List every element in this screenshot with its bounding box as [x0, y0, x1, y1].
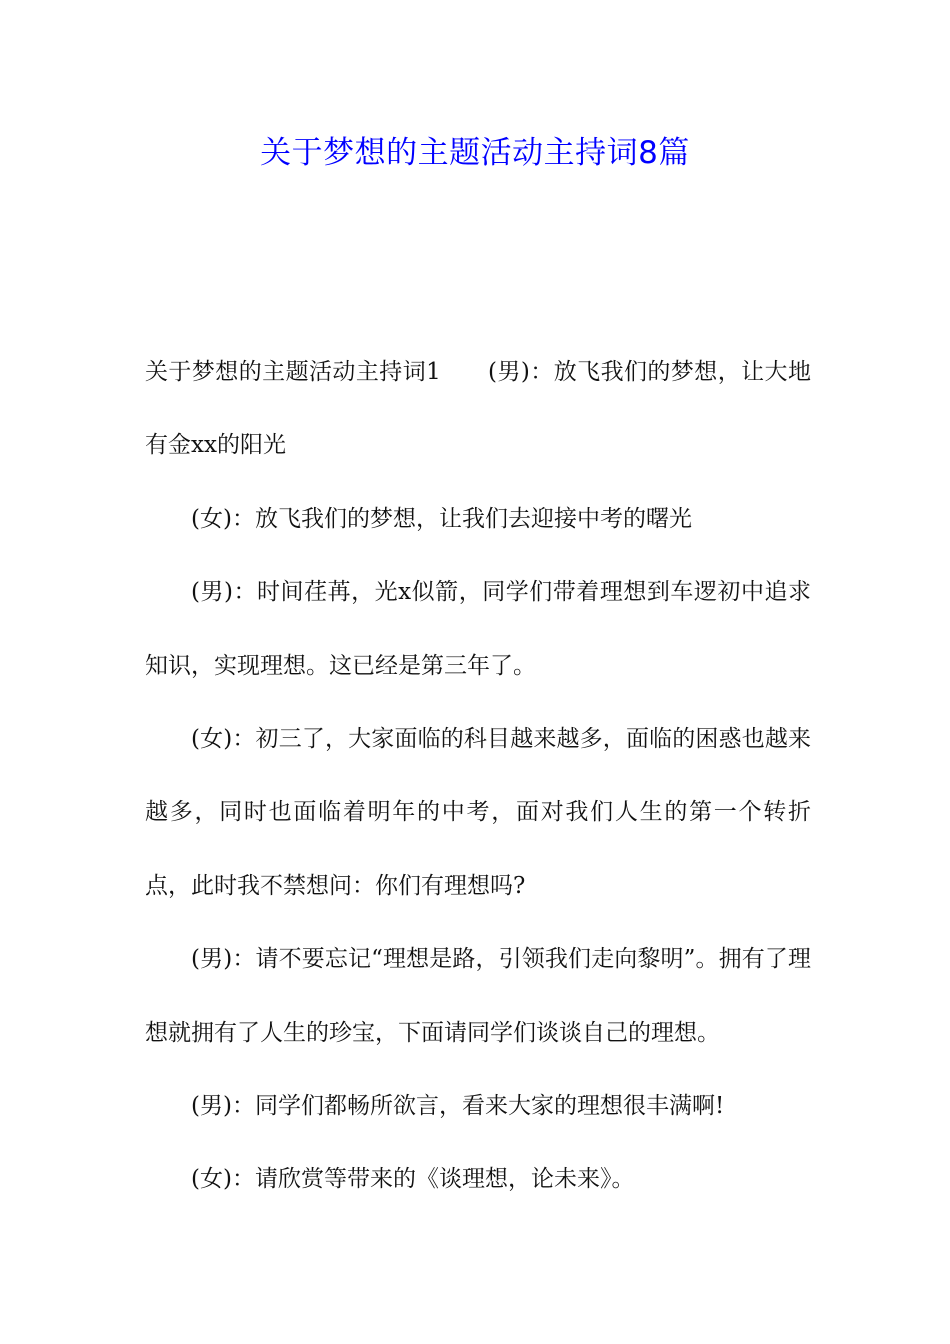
paragraph-female-1: (女)：放飞我们的梦想，让我们去迎接中考的曙光: [191, 505, 692, 532]
paragraph-female-3: (女)：请欣赏等带来的《谈理想，论未来》。: [191, 1166, 635, 1193]
document-body: [145, 336, 811, 1217]
paragraph-male-3: (男)：同学们都畅所欲言，看来大家的理想很丰满啊!: [191, 1093, 725, 1120]
paragraph-female-2: (女)：初三了，大家面临的科目越来越多，面临的困惑也越来越多，同时也面临着明年的中考，面对我们人生的第一个转折点，此时我不禁想问：你们有理想吗?: [145, 726, 811, 899]
paragraph-male-1: (男)：时间荏苒，光x似箭，同学们带着理想到车逻初中追求知识，实现理想。这已经是第三年了。: [145, 579, 811, 679]
paragraph-intro: 关于梦想的主题活动主持词1 (男)：放飞我们的梦想，让大地有金xx的阳光: [145, 359, 811, 459]
paragraph-male-2: (男)：请不要忘记“理想是路，引领我们走向黎明”。拥有了理想就拥有了人生的珍宝，下面请同学们谈谈自己的理想。: [145, 946, 811, 1046]
document-title: 关于梦想的主题活动主持词8篇: [260, 135, 690, 171]
